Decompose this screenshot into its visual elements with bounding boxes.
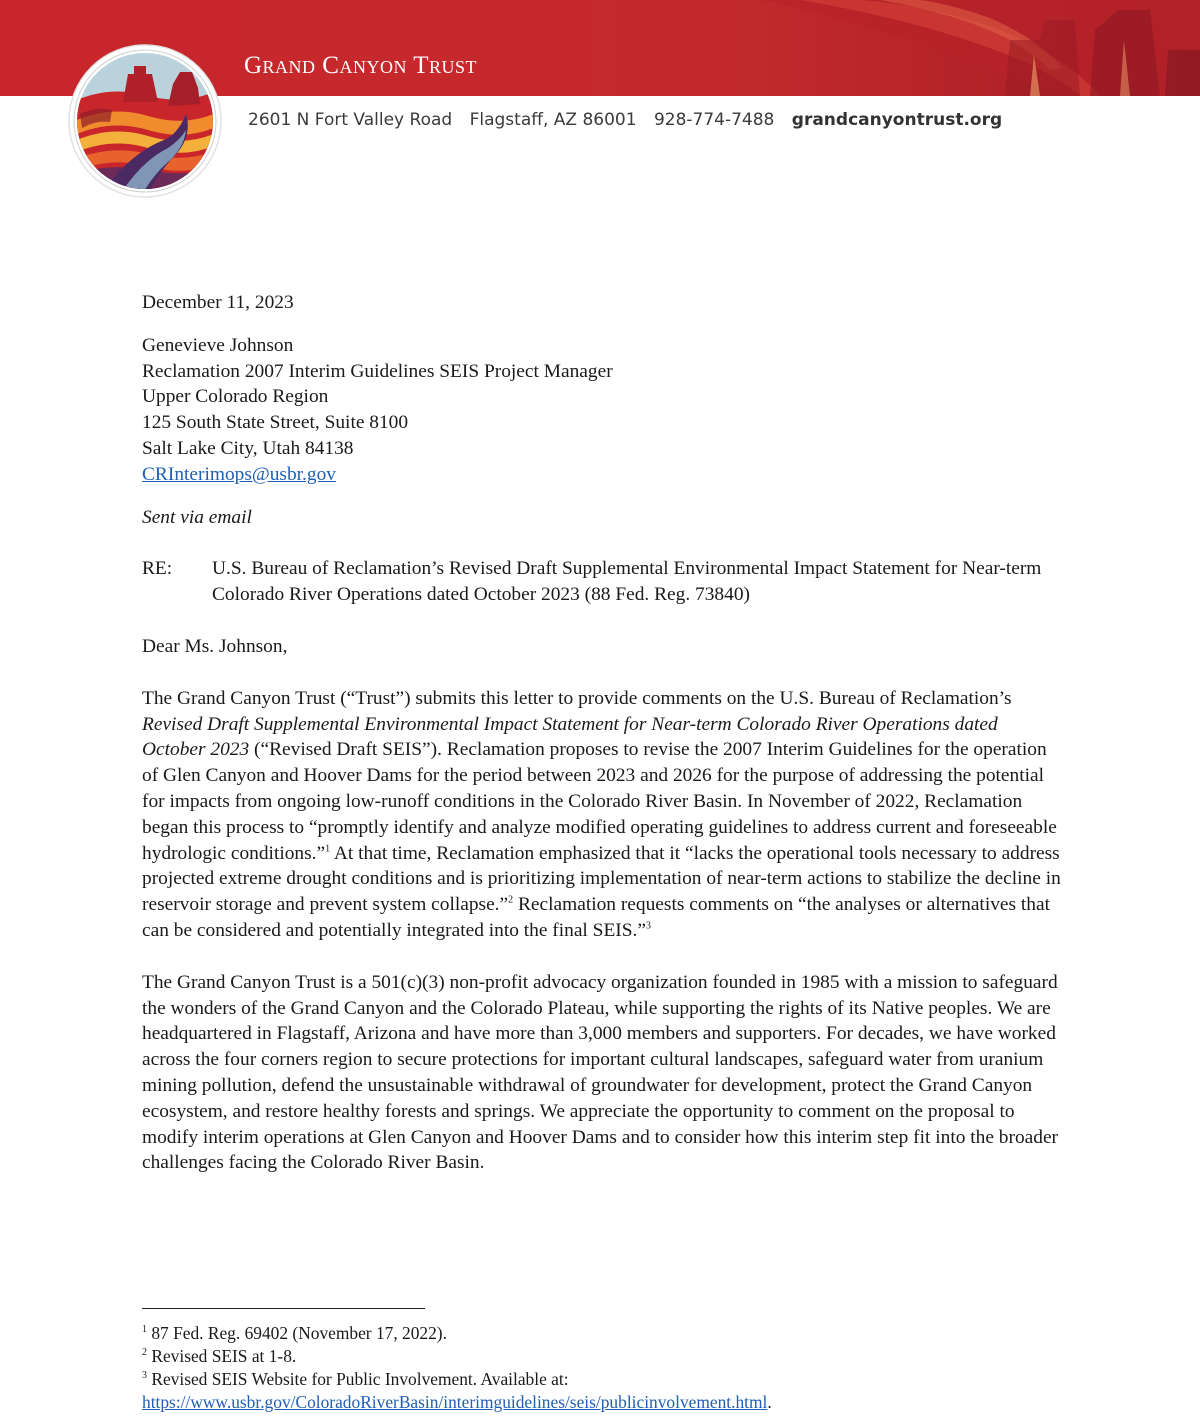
paragraph-about-trust: The Grand Canyon Trust is a 501(c)(3) non-profit advocacy organization founded in 1985 with a mission to safeguard the wonders of the Grand Canyon and the Colorado Plateau, while supporting the rights of its Native peoples. We are headquartered in Flagstaff, Arizona and have more than 3,000 members and supporters. For decades, we have worked across the four corners region to secure protections for important cultural landscapes, safeguard water from uranium mining pollution, defend the unsustainable withdrawal of groundwater for development, protect the Grand Canyon ecosystem, and restore healthy forests and springs. We appreciate the opportunity to comment on the proposal to modify interim operations at Glen Canyon and Hoover Dams and to consider how this interim step fit into the broader challenges facing the Colorado River Basin. [142, 971, 1059, 1174]
recipient-street: 125 South State Street, Suite 8100 [142, 412, 409, 434]
footnote-3-number: 3 [142, 1370, 147, 1382]
footnote-1-number: 1 [142, 1324, 147, 1336]
recipient-block [142, 333, 1062, 488]
recipient-region: Upper Colorado Region [142, 386, 329, 408]
canyon-landscape-logo [68, 44, 222, 198]
footnote-3-text: Revised SEIS Website for Public Involvement. Available at: [147, 1369, 569, 1389]
website-link[interactable]: grandcanyontrust.org [791, 110, 1003, 130]
recipient-email-link[interactable]: CRInterimops@usbr.gov [142, 463, 336, 485]
letter-body [142, 290, 1062, 1202]
re-subject: U.S. Bureau of Reclamation’s Revised Draft Supplemental Environmental Impact Statement for Near-term Colorado River Operations dated October 2023 (88 Fed. Reg. 73840) [212, 558, 1042, 606]
p1-document-title: Revised Draft Supplemental Environmental Impact Statement for Near-term Colorado River Operations dated October 2023 [142, 713, 998, 761]
recipient-title: Reclamation 2007 Interim Guidelines SEIS Project Manager [142, 360, 613, 382]
salutation: Dear Ms. Johnson, [142, 635, 288, 657]
logo-icon [68, 44, 222, 198]
phone-number: 928-774-7488 [653, 110, 775, 130]
footnote-3 [142, 1368, 1102, 1391]
footnote-2-number: 2 [142, 1347, 147, 1359]
footnotes [142, 1322, 1102, 1414]
footnote-3-link-line [142, 1391, 1102, 1414]
footnote-1-text: 87 Fed. Reg. 69402 (November 17, 2022). [147, 1323, 447, 1343]
paragraph-intro [142, 686, 1062, 944]
footnote-ref-2[interactable]: 2 [508, 894, 514, 906]
p1-part-d: At that time, Reclamation emphasized that it “lacks the operational tools necessary to address projected extreme drought conditions and is prioritizing implementation of near-term actions to stabilize the decline in reservoir storage and prevent system collapse.” [142, 842, 1061, 916]
sent-via-note: Sent via email [142, 506, 252, 528]
footnote-3-end: . [767, 1392, 772, 1412]
recipient-name: Genevieve Johnson [142, 334, 294, 356]
p1-part-c: (“Revised Draft SEIS”). Reclamation proposes to revise the 2007 Interim Guidelines for the operation of Glen Canyon and Hoover Dams for the period between 2023 and 2026 for the purpose of addressing the potential for impacts from ongoing low-runoff conditions in the Colorado River Basin. In November of 2022, Reclamation began this process to “promptly identify and analyze modified operating guidelines to address current and foreseeable hydrologic conditions.” [142, 739, 1057, 864]
p1-part-e: Reclamation requests comments on “the analyses or alternatives that can be considered and potentially integrated into the final SEIS.” [142, 894, 1050, 941]
footnote-3-link[interactable]: https://www.usbr.gov/ColoradoRiverBasin/interimguidelines/seis/publicinvolvement.html [142, 1392, 768, 1412]
p1-part-a: The Grand Canyon Trust (“Trust”) submits this letter to provide comments on the U.S. Bureau of Reclamation’s [142, 687, 1012, 709]
street-address: 2601 N Fort Valley Road [248, 110, 453, 130]
footnote-divider [142, 1308, 425, 1309]
org-name: Grand Canyon Trust [244, 52, 478, 79]
contact-line [248, 110, 1002, 130]
footnote-1 [142, 1322, 1102, 1345]
city-address: Flagstaff, AZ 86001 [469, 110, 637, 130]
re-label: RE: [142, 558, 173, 580]
footnote-ref-3[interactable]: 3 [646, 920, 651, 932]
footnote-ref-1[interactable]: 1 [325, 843, 331, 855]
recipient-city: Salt Lake City, Utah 84138 [142, 437, 354, 459]
footnote-2-text: Revised SEIS at 1-8. [147, 1346, 297, 1366]
letter-date: December 11, 2023 [142, 292, 294, 313]
re-line [142, 556, 1062, 608]
footnote-2 [142, 1345, 1102, 1368]
